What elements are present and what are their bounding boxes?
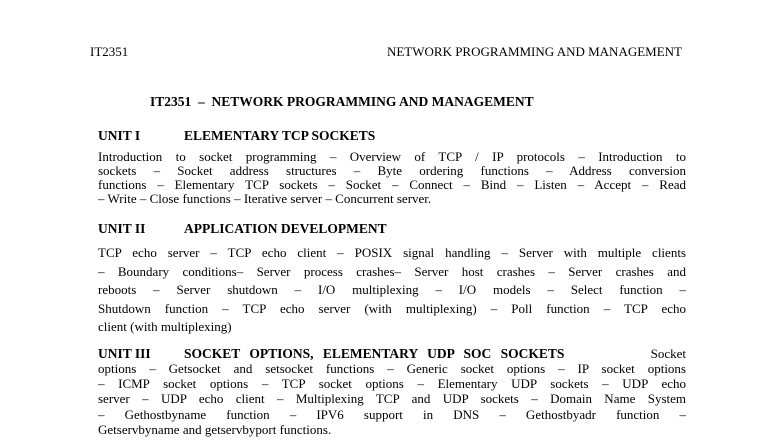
unit-2-line: – Boundary conditions– Server process crashes– Server host crashes – Server crashes and (98, 263, 686, 279)
unit-2-line: reboots – Server shutdown – I/O multiplexing – I/O models – Select function – (98, 282, 686, 297)
unit-1-body (98, 150, 686, 206)
unit-1-section (98, 128, 686, 206)
unit-2-title: APPLICATION DEVELOPMENT (184, 221, 387, 236)
unit-1-title: ELEMENTARY TCP SOCKETS (184, 128, 376, 143)
unit-1-line: functions – Elementary TCP sockets – Socket – Connect – Bind – Listen – Accept – Read (98, 178, 686, 192)
unit-3-line: server – UDP echo client – Multiplexing TCP and UDP sockets – Domain Name System (98, 391, 686, 407)
unit-3-title: SOCKET OPTIONS, ELEMENTARY UDP SOC SOCKETS (184, 346, 565, 361)
unit-3-body (98, 361, 686, 437)
unit-3-line: options – Getsocket and setsocket functions – Generic socket options – IP socket options (98, 361, 686, 376)
unit-1-line: Introduction to socket programming – Overview of TCP / IP protocols – Introduction to (98, 150, 686, 164)
unit-3-first-line-tail: Socket (650, 346, 686, 361)
unit-1-number: UNIT I (98, 128, 141, 143)
unit-2-line: TCP echo server – TCP echo client – POSIX signal handling – Server with multiple clients (98, 245, 686, 260)
unit-1-heading (98, 128, 686, 146)
header-course-name: NETWORK PROGRAMMING AND MANAGEMENT (386, 44, 682, 59)
unit-2-line: Shutdown function – TCP echo server (with multiplexing) – Poll function – TCP echo (98, 300, 686, 316)
unit-3-section (98, 346, 686, 437)
unit-1-line: – Write – Close functions – Iterative server – Concurrent server. (98, 192, 432, 206)
unit-2-section (98, 221, 686, 337)
unit-3-number: UNIT III (98, 346, 151, 361)
header-course-code: IT2351 (90, 44, 129, 59)
unit-3-line: – Gethostbyname function – IPV6 support in DNS – Gethostbyadr function – (98, 406, 686, 422)
unit-2-number: UNIT II (98, 221, 146, 236)
running-header (90, 44, 682, 60)
unit-1-line: sockets – Socket address structures – Byte ordering functions – Address conversion (98, 164, 686, 178)
unit-2-body (98, 244, 686, 337)
unit-3-heading (98, 346, 686, 361)
unit-3-line: – ICMP socket options – TCP socket options – Elementary UDP sockets – UDP echo (98, 376, 686, 392)
unit-2-heading (98, 221, 686, 239)
document-title: IT2351 – NETWORK PROGRAMMING AND MANAGEMENT (150, 94, 534, 109)
unit-3-line: Getservbyname and getservbyport functions. (98, 421, 332, 437)
unit-2-line: client (with multiplexing) (98, 319, 232, 334)
